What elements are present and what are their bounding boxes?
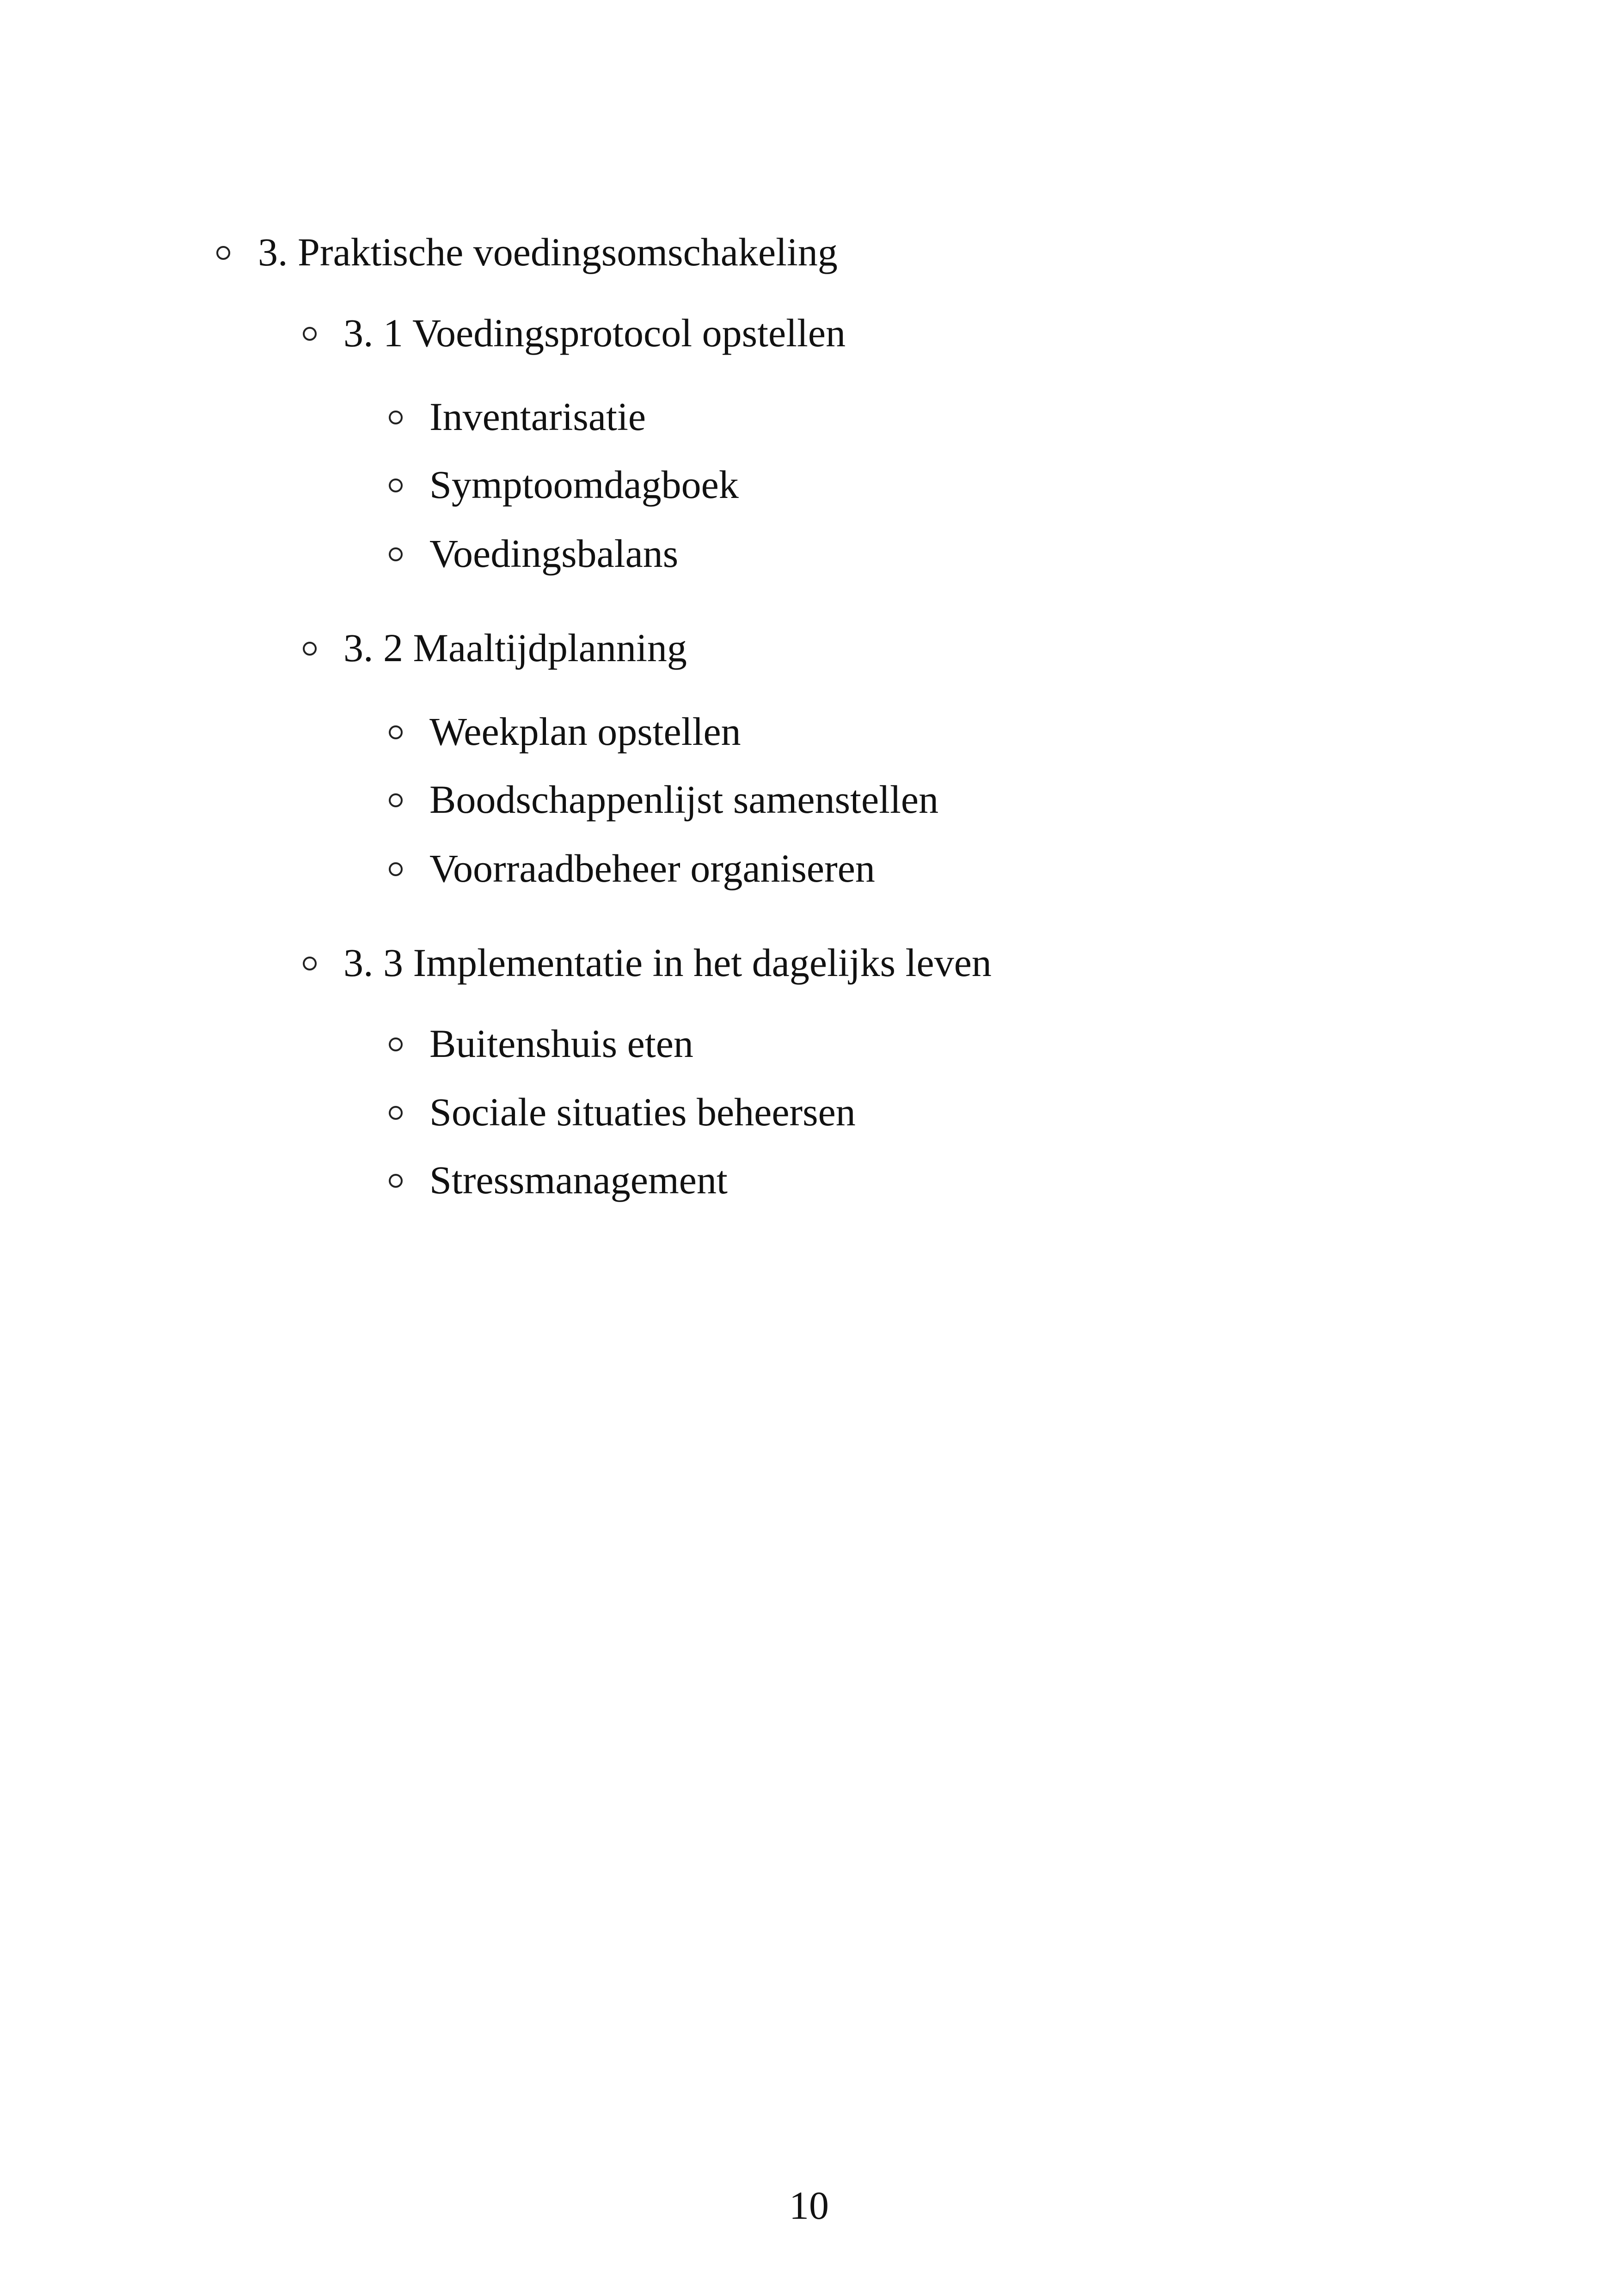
subitem-label: Buitenshuis eten [429, 1021, 693, 1066]
subitem-label: Stressmanagement [429, 1158, 728, 1202]
hollow-bullet-icon [389, 411, 403, 424]
subitem-label: Symptoomdagboek [429, 462, 739, 507]
section-label: 3. 3 Implementatie in het dagelijks leven [343, 940, 992, 985]
hollow-bullet-icon [389, 862, 403, 876]
subitem-label: Sociale situaties beheersen [429, 1090, 856, 1134]
subitem-label: Inventarisatie [429, 394, 646, 439]
hollow-bullet-icon [389, 479, 403, 492]
section-label: 3. 2 Maaltijdplanning [343, 626, 687, 670]
hollow-bullet-icon [216, 246, 230, 260]
hollow-bullet-icon [303, 642, 317, 656]
hollow-bullet-icon [389, 1037, 403, 1051]
hollow-bullet-icon [389, 1106, 403, 1120]
chapter-title: 3. Praktische voedingsomschakeling [258, 230, 838, 274]
hollow-bullet-icon [389, 793, 403, 807]
hollow-bullet-icon [303, 957, 317, 970]
hollow-bullet-icon [389, 547, 403, 561]
subitem-label: Boodschappenlijst samenstellen [429, 777, 939, 822]
hollow-bullet-icon [389, 1174, 403, 1188]
hollow-bullet-icon [303, 327, 317, 341]
page-number: 10 [789, 2183, 829, 2228]
section-label: 3. 1 Voedingsprotocol opstellen [343, 311, 846, 355]
subitem-label: Voorraadbeheer organiseren [429, 846, 875, 890]
subitem-label: Weekplan opstellen [429, 709, 741, 754]
subitem-label: Voedingsbalans [429, 531, 679, 576]
hollow-bullet-icon [389, 725, 403, 739]
